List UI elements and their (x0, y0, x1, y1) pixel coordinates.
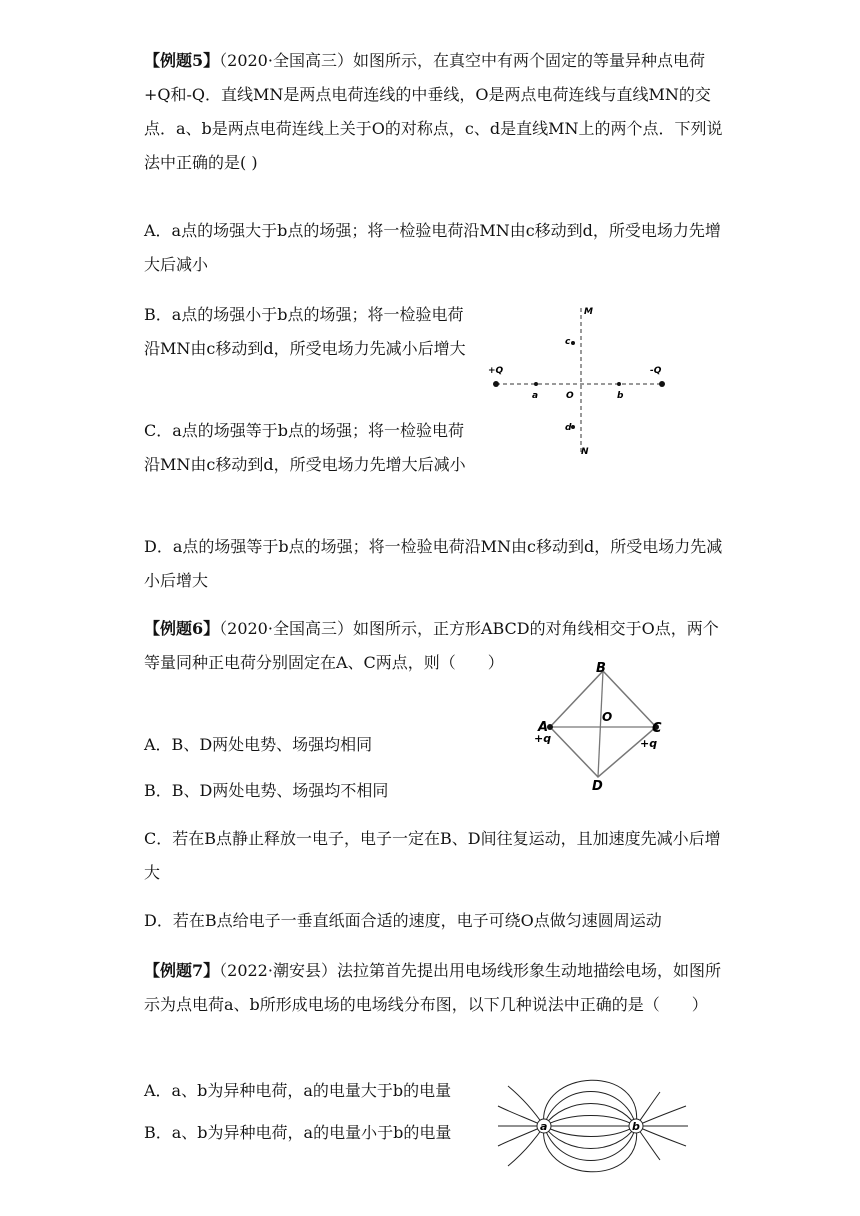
ex6-fig-a: A (538, 720, 549, 735)
ex5-fig-d: d (565, 423, 572, 433)
ex5-tag: 【例题5】 (144, 51, 220, 70)
ex5-stem (144, 44, 724, 180)
ex5-option-c: C．a点的场强等于b点的场强；将一检验电荷沿MN由c移动到d，所受电场力先增大后减小 (144, 421, 466, 474)
ex5-fig-b: b (617, 391, 624, 401)
ex5-fig-m: M (584, 307, 593, 317)
ex6-fig-b: B (596, 661, 606, 676)
ex6-intro: （2020·全国高三）如图所示，正方形ABCD的对角线相交于O点，两个等量同种正电荷分别固定在A、C两点，则（ ） (144, 619, 719, 672)
ex5-fig-a: a (532, 391, 539, 401)
ex6-fig-qc: +q (640, 737, 658, 750)
ex6-option-c: C．若在B点静止释放一电子，电子一定在B、D间往复运动，且加速度先减小后增大 (144, 829, 721, 882)
ex6-option-b: B．B、D两处电势、场强均不相同 (144, 781, 389, 800)
ex7-figure (496, 1068, 690, 1198)
ex7-fig-a: a (540, 1120, 548, 1133)
ex5-figure (480, 300, 680, 465)
ex7-intro: （2022·潮安县）法拉第首先提出用电场线形象生动地描绘电场，如图所示为点电荷a、b所形成电场的电场线分布图，以下几种说法中正确的是（ ） (144, 961, 721, 1014)
ex6-fig-d: D (592, 779, 603, 794)
ex5-fig-minusq: -Q (650, 366, 662, 376)
ex7-fig-b: b (632, 1120, 640, 1133)
ex7-stem (144, 954, 724, 1022)
ex5-fig-c: c (565, 337, 571, 347)
ex5-option-a: A．a点的场强大于b点的场强；将一检验电荷沿MN由c移动到d，所受电场力先增大后减小 (144, 221, 721, 274)
ex5-fig-n: N (581, 447, 589, 457)
ex5-fig-plusq: +Q (488, 366, 504, 376)
ex6-fig-c: C (652, 721, 662, 736)
ex6-option-d: D．若在B点给电子一垂直纸面合适的速度，电子可绕O点做匀速圆周运动 (144, 911, 662, 930)
ex5-option-b: B．a点的场强小于b点的场强；将一检验电荷沿MN由c移动到d，所受电场力先减小后增大 (144, 305, 466, 358)
ex6-option-a: A．B、D两处电势、场强均相同 (144, 735, 373, 754)
ex5-intro: （2020·全国高三）如图所示，在真空中有两个固定的等量异种点电荷+Q和-Q．直线MN是两点电荷连线的中垂线，O是两点电荷连线与直线MN的交点．a、b是两点电荷连线上关于O的对称点，c、d是直线MN上的两个点．下列说法中正确的是( ) (144, 51, 723, 172)
ex6-fig-qa: +q (534, 732, 552, 745)
ex7-option-b: B．a、b为异种电荷，a的电量小于b的电量 (144, 1123, 452, 1142)
ex6-fig-o: O (602, 710, 613, 724)
ex6-tag: 【例题6】 (144, 619, 220, 638)
ex7-option-a: A．a、b为异种电荷，a的电量大于b的电量 (144, 1081, 452, 1100)
ex5-fig-o: O (566, 391, 574, 401)
ex7-tag: 【例题7】 (144, 961, 220, 980)
ex5-option-d: D．a点的场强等于b点的场强；将一检验电荷沿MN由c移动到d，所受电场力先减小后增大 (144, 537, 723, 590)
ex6-figure (528, 658, 678, 798)
